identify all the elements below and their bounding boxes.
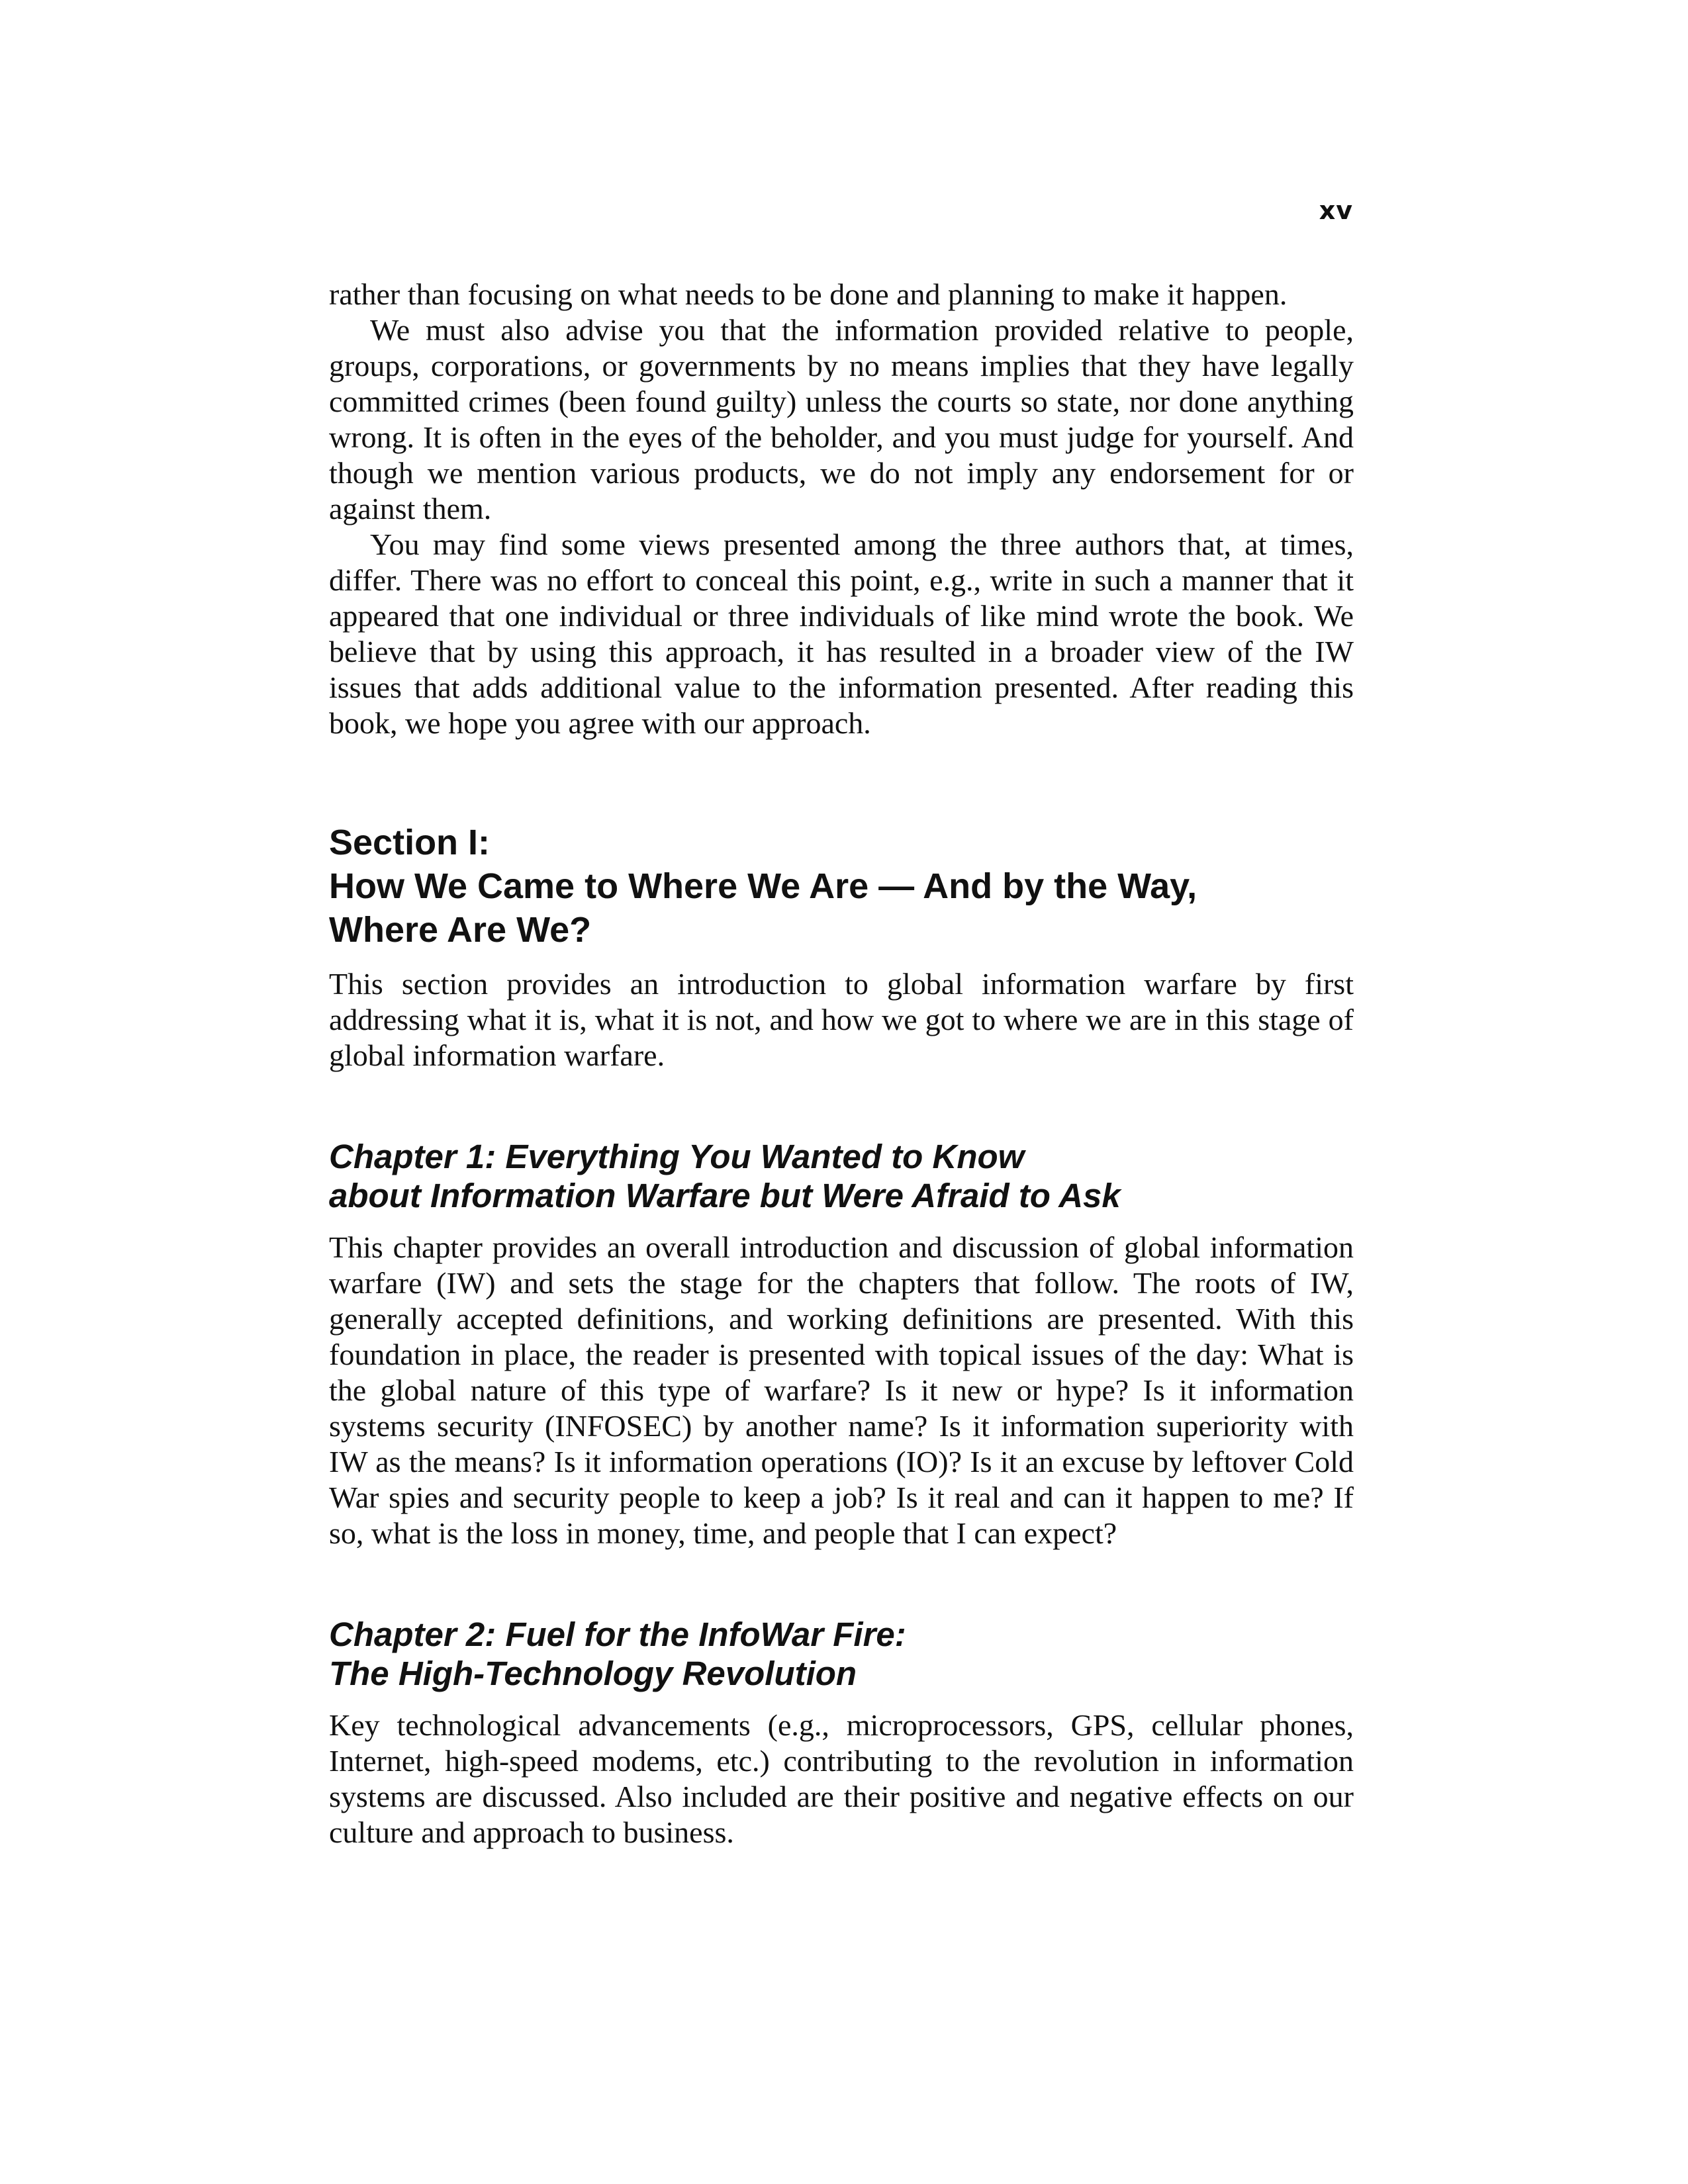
chapter-1-body: This chapter provides an overall introduction and discussion of global information warfare (IW) and sets the stage for the chapters that follow. The roots of IW, generally accepted definitions, and working definitions are presented. With this foundation in place, the reader is presented with topical issues of the day: What is the global nature of this type of warfare? Is it new or hype? Is it information systems security (INFOSEC) by another name? Is it information superiority with IW as the means? Is it information operations (IO)? Is it an excuse by leftover Cold War spies and security people to keep a job? Is it real and can it happen to me? If so, what is the loss in money, time, and people that I can expect? (329, 1230, 1354, 1550)
chapter-1-title-line-2: about Information Warfare but Were Afraid to Ask (329, 1177, 1121, 1214)
intro-paragraph-3: You may find some views presented among the three authors that, at times, differ. There was no effort to conceal this point, e.g., write in such a manner that it appeared that one individual or three individuals of like mind wrote the book. We believe that by using this approach, it has resulted in a broader view of the IW issues that adds additional value to the information presented. After reading this book, we hope you agree with our approach. (329, 527, 1354, 740)
section-heading (329, 821, 1354, 952)
page-number: xv (1319, 196, 1353, 225)
chapter-2-title-line-1: Chapter 2: Fuel for the InfoWar Fire: (329, 1615, 906, 1653)
section-heading-line-2: How We Came to Where We Are — And by the Way, (329, 866, 1197, 906)
chapter-1-title-line-1: Chapter 1: Everything You Wanted to Know (329, 1138, 1025, 1175)
section-heading-line-3: Where Are We? (329, 910, 592, 950)
intro-paragraph-1: rather than focusing on what needs to be done and planning to make it happen. (329, 277, 1288, 311)
section-heading-line-1: Section I: (329, 823, 491, 862)
section-body: This section provides an introduction to global information warfare by first addressing what it is, what it is not, and how we got to where we are in this stage of global information warfare. (329, 967, 1354, 1072)
chapter-1-heading (329, 1137, 1354, 1215)
chapter-2-title-line-2: The High-Technology Revolution (329, 1655, 857, 1692)
chapter-2-body: Key technological advancements (e.g., microprocessors, GPS, cellular phones, Internet, high-speed modems, etc.) contributing to the revolution in information systems are discussed. Also included are their positive and negative effects on our culture and approach to business. (329, 1708, 1354, 1849)
page-content (329, 277, 1354, 1850)
intro-paragraph-2: We must also advise you that the information provided relative to people, groups, corporations, or governments by no means implies that they have legally committed crimes (been found guilty) unless the courts so state, nor done anything wrong. It is often in the eyes of the beholder, and you must judge for yourself. And though we mention various products, we do not imply any endorsement for or against them. (329, 313, 1354, 525)
chapter-2-heading (329, 1615, 1354, 1693)
